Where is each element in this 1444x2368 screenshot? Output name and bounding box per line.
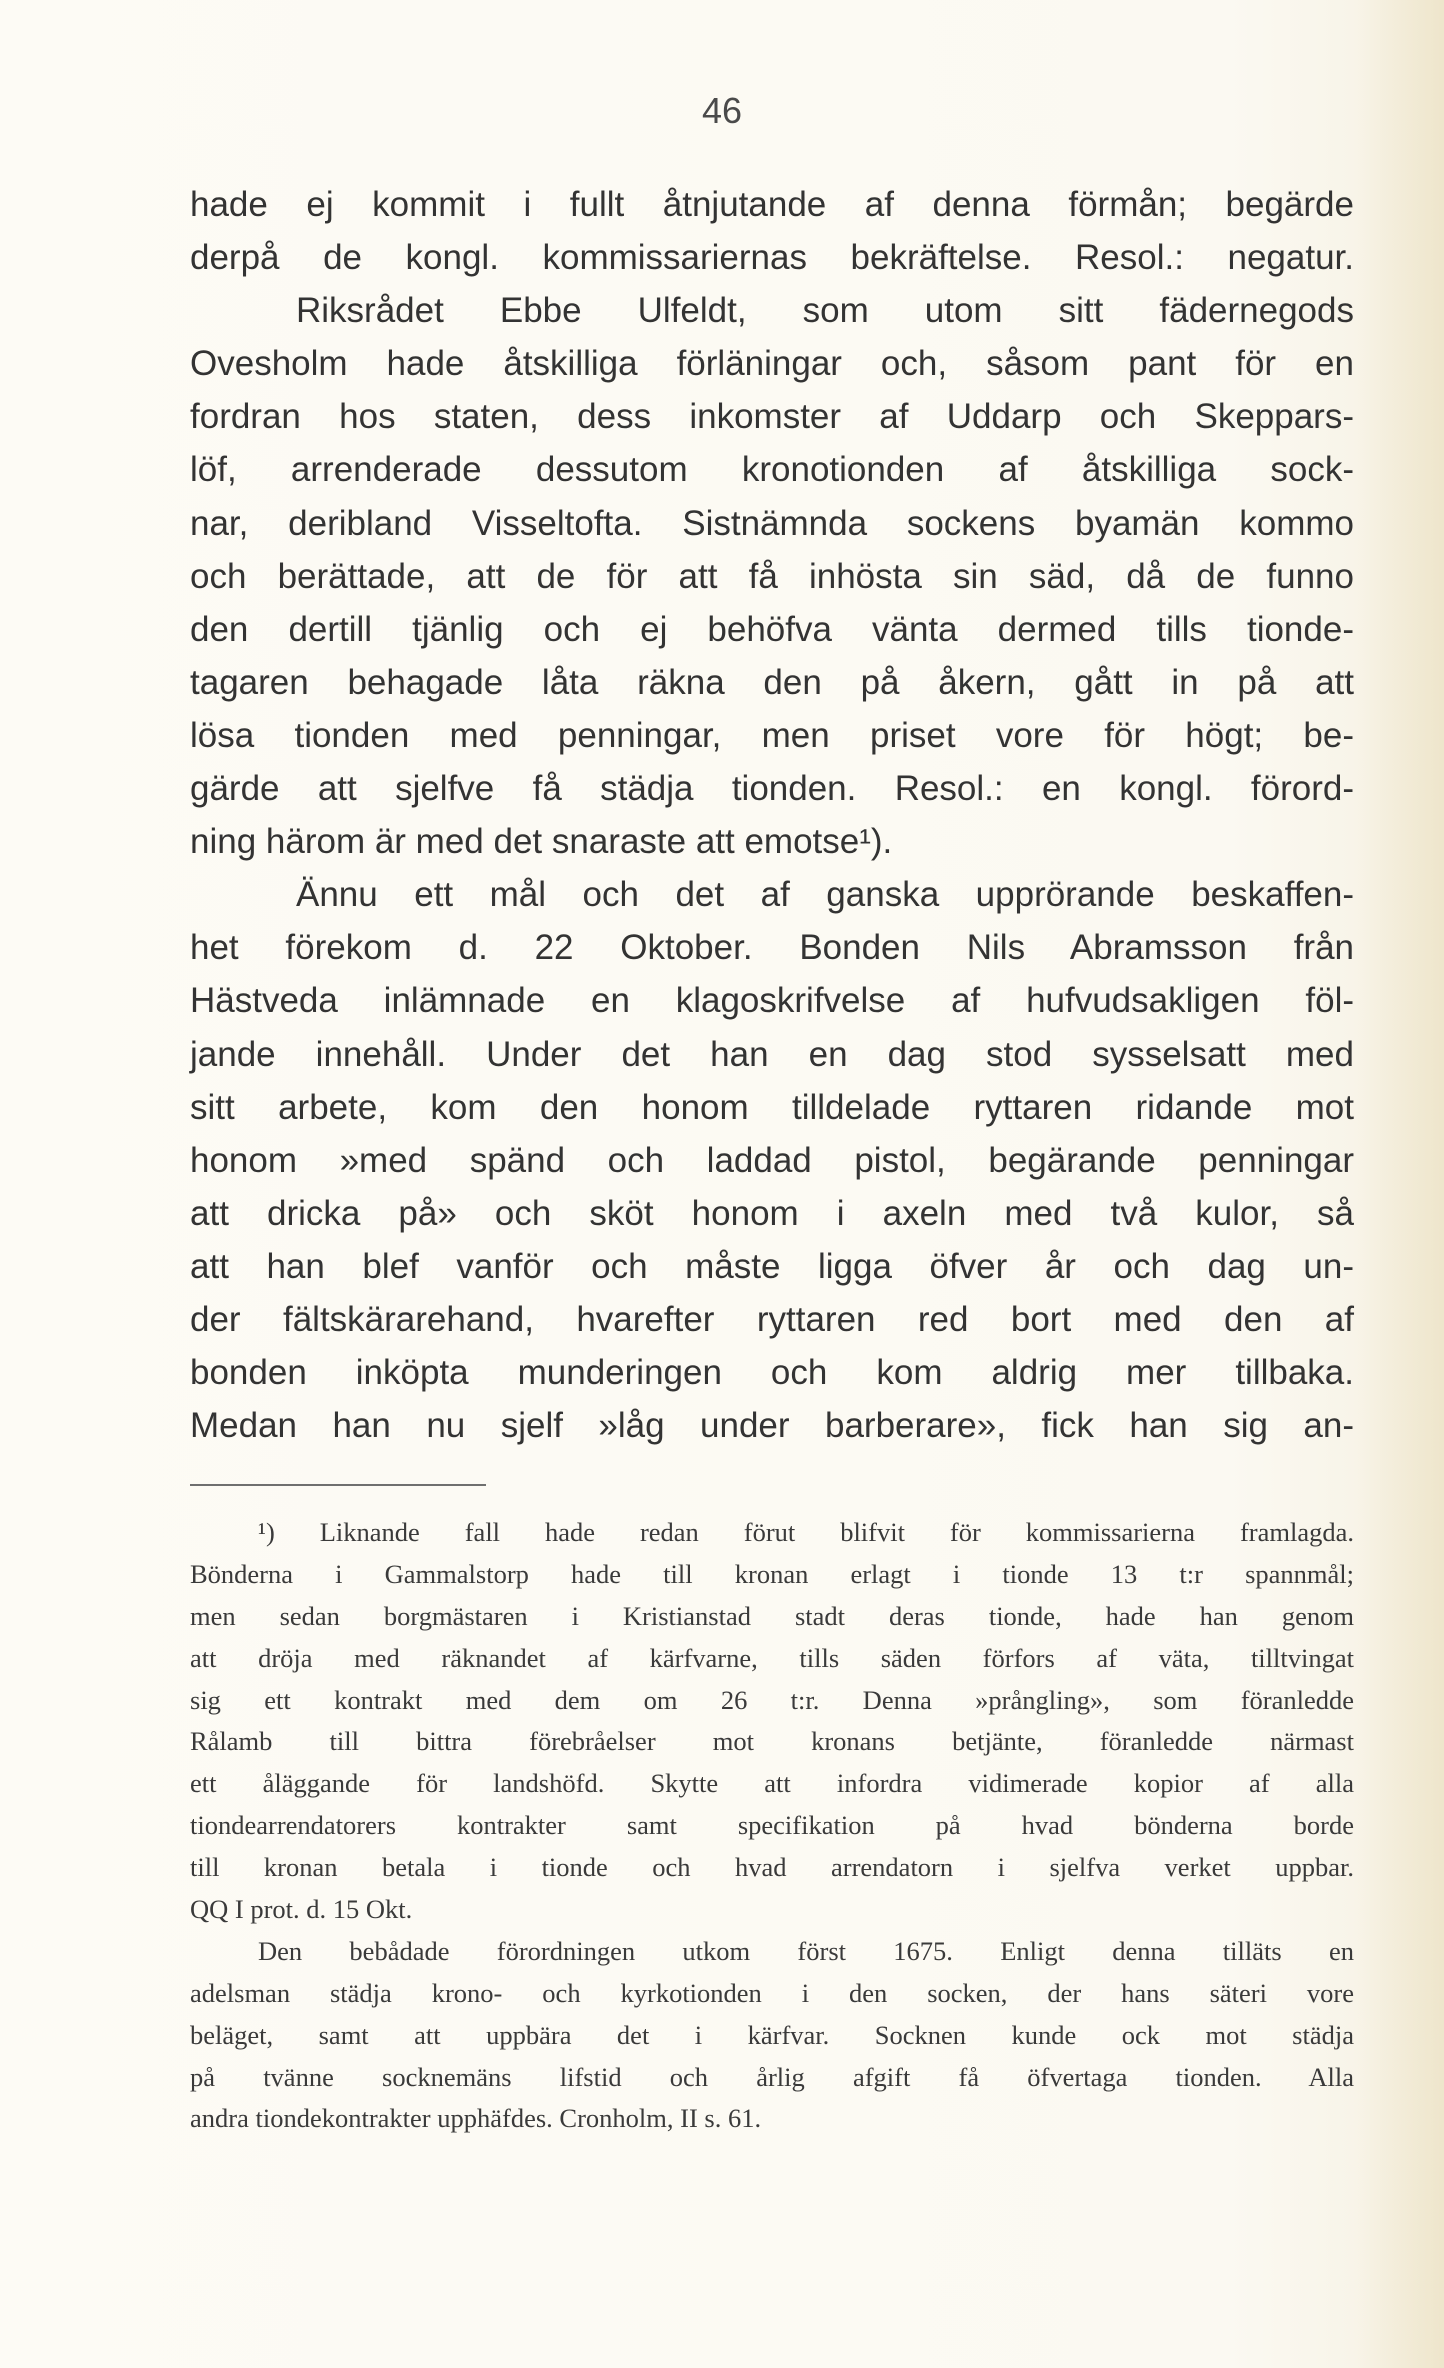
footnote-divider — [190, 1484, 486, 1486]
footnote-line: sig ett kontrakt med dem om 26 t:r. Denna »prångling», som föranledde — [190, 1684, 1354, 1715]
text-line: lösa tionden med penningar, men priset vore för högt; be- — [190, 715, 1354, 755]
text-line: Medan han nu sjelf »låg under barberare», fick han sig an- — [190, 1406, 1354, 1446]
text-line: fordran hos staten, dess inkomster af Uddarp och Skeppars- — [190, 397, 1354, 437]
text-line: Riksrådet Ebbe Ulfeldt, som utom sitt fädernegods — [296, 291, 1354, 331]
footnote-line: men sedan borgmästaren i Kristianstad stadt deras tionde, hade han genom — [190, 1600, 1354, 1631]
text-line: att han blef vanför och måste ligga öfver år och dag un- — [190, 1246, 1354, 1286]
text-line: honom »med spänd och laddad pistol, begärande penningar — [190, 1140, 1354, 1180]
footnote-line: på tvänne socknemäns lifstid och årlig afgift få öfvertaga tionden. Alla — [190, 2061, 1354, 2092]
text-line: Ovesholm hade åtskilliga förläningar och, såsom pant för en — [190, 344, 1354, 384]
footnote-line: Bönderna i Gammalstorp hade till kronan erlagt i tionde 13 t:r spannmål; — [190, 1558, 1354, 1589]
text-line: derpå de kongl. kommissariernas bekräftelse. Resol.: negatur. — [190, 238, 1354, 278]
footnote-block — [190, 1512, 1354, 2140]
main-text-block — [190, 178, 1354, 1452]
text-line: jande innehåll. Under det han en dag stod sysselsatt med — [190, 1034, 1354, 1074]
text-line: der fältskärarehand, hvarefter ryttaren red bort med den af — [190, 1299, 1354, 1339]
footnote-line: ett åläggande för landshöfd. Skytte att infordra vidimerade kopior af alla — [190, 1768, 1354, 1799]
footnote-line: tiondearrendatorers kontrakter samt specifikation på hvad bönderna borde — [190, 1810, 1354, 1841]
text-line: sitt arbete, kom den honom tilldelade ryttaren ridande mot — [190, 1087, 1354, 1127]
text-line: het förekom d. 22 Oktober. Bonden Nils Abramsson från — [190, 928, 1354, 968]
footnote-line: till kronan betala i tionde och hvad arrendatorn i sjelfva verket uppbar. — [190, 1852, 1354, 1883]
text-line: att dricka på» och sköt honom i axeln med två kulor, så — [190, 1193, 1354, 1233]
footnote-line: ¹) Liknande fall hade redan förut blifvit för kommissarierna framlagda. — [258, 1517, 1354, 1547]
text-line: löf, arrenderade dessutom kronotionden af åtskilliga sock- — [190, 450, 1354, 490]
footnote-line: andra tiondekontrakter upphäfdes. Cronholm, II s. 61. — [190, 2103, 762, 2134]
text-line: gärde att sjelfve få städja tionden. Resol.: en kongl. förord- — [190, 769, 1354, 809]
page-number: 46 — [701, 90, 743, 131]
text-line: Ännu ett mål och det af ganska upprörande beskaffen- — [296, 875, 1354, 915]
footnote-line: QQ I prot. d. 15 Okt. — [190, 1894, 413, 1925]
footnote-line: beläget, samt att uppbära det i kärfvar. Socknen kunde ock mot städja — [190, 2019, 1354, 2050]
text-line: den dertill tjänlig och ej behöfva vänta dermed tills tionde- — [190, 609, 1354, 649]
text-line: Hästveda inlämnade en klagoskrifvelse af hufvudsakligen föl- — [190, 981, 1354, 1021]
page-edge-shading — [1354, 0, 1444, 2368]
text-line: hade ej kommit i fullt åtnjutande af denna förmån; begärde — [190, 185, 1354, 224]
text-line: ning härom är med det snaraste att emotse¹). — [190, 822, 893, 862]
footnote-line: Rålamb till bittra förebråelser mot kronans betjänte, föranledde närmast — [190, 1726, 1354, 1757]
text-line: tagaren behagade låta räkna den på åkern, gått in på att — [190, 662, 1354, 702]
text-line: och berättade, att de för att få inhösta sin säd, då de funno — [190, 556, 1354, 596]
footnote-line: att dröja med räknandet af kärfvarne, tills säden förfors af väta, tilltvingat — [190, 1642, 1354, 1673]
footnote-line: Den bebådade förordningen utkom först 1675. Enligt denna tilläts en — [258, 1935, 1354, 1966]
text-line: nar, deribland Visseltofta. Sistnämnda sockens byamän kommo — [190, 503, 1354, 543]
text-line: bonden inköpta munderingen och kom aldrig mer tillbaka. — [190, 1353, 1354, 1393]
footnote-line: adelsman städja krono- och kyrkotionden i den socken, der hans säteri vore — [190, 1977, 1354, 2008]
